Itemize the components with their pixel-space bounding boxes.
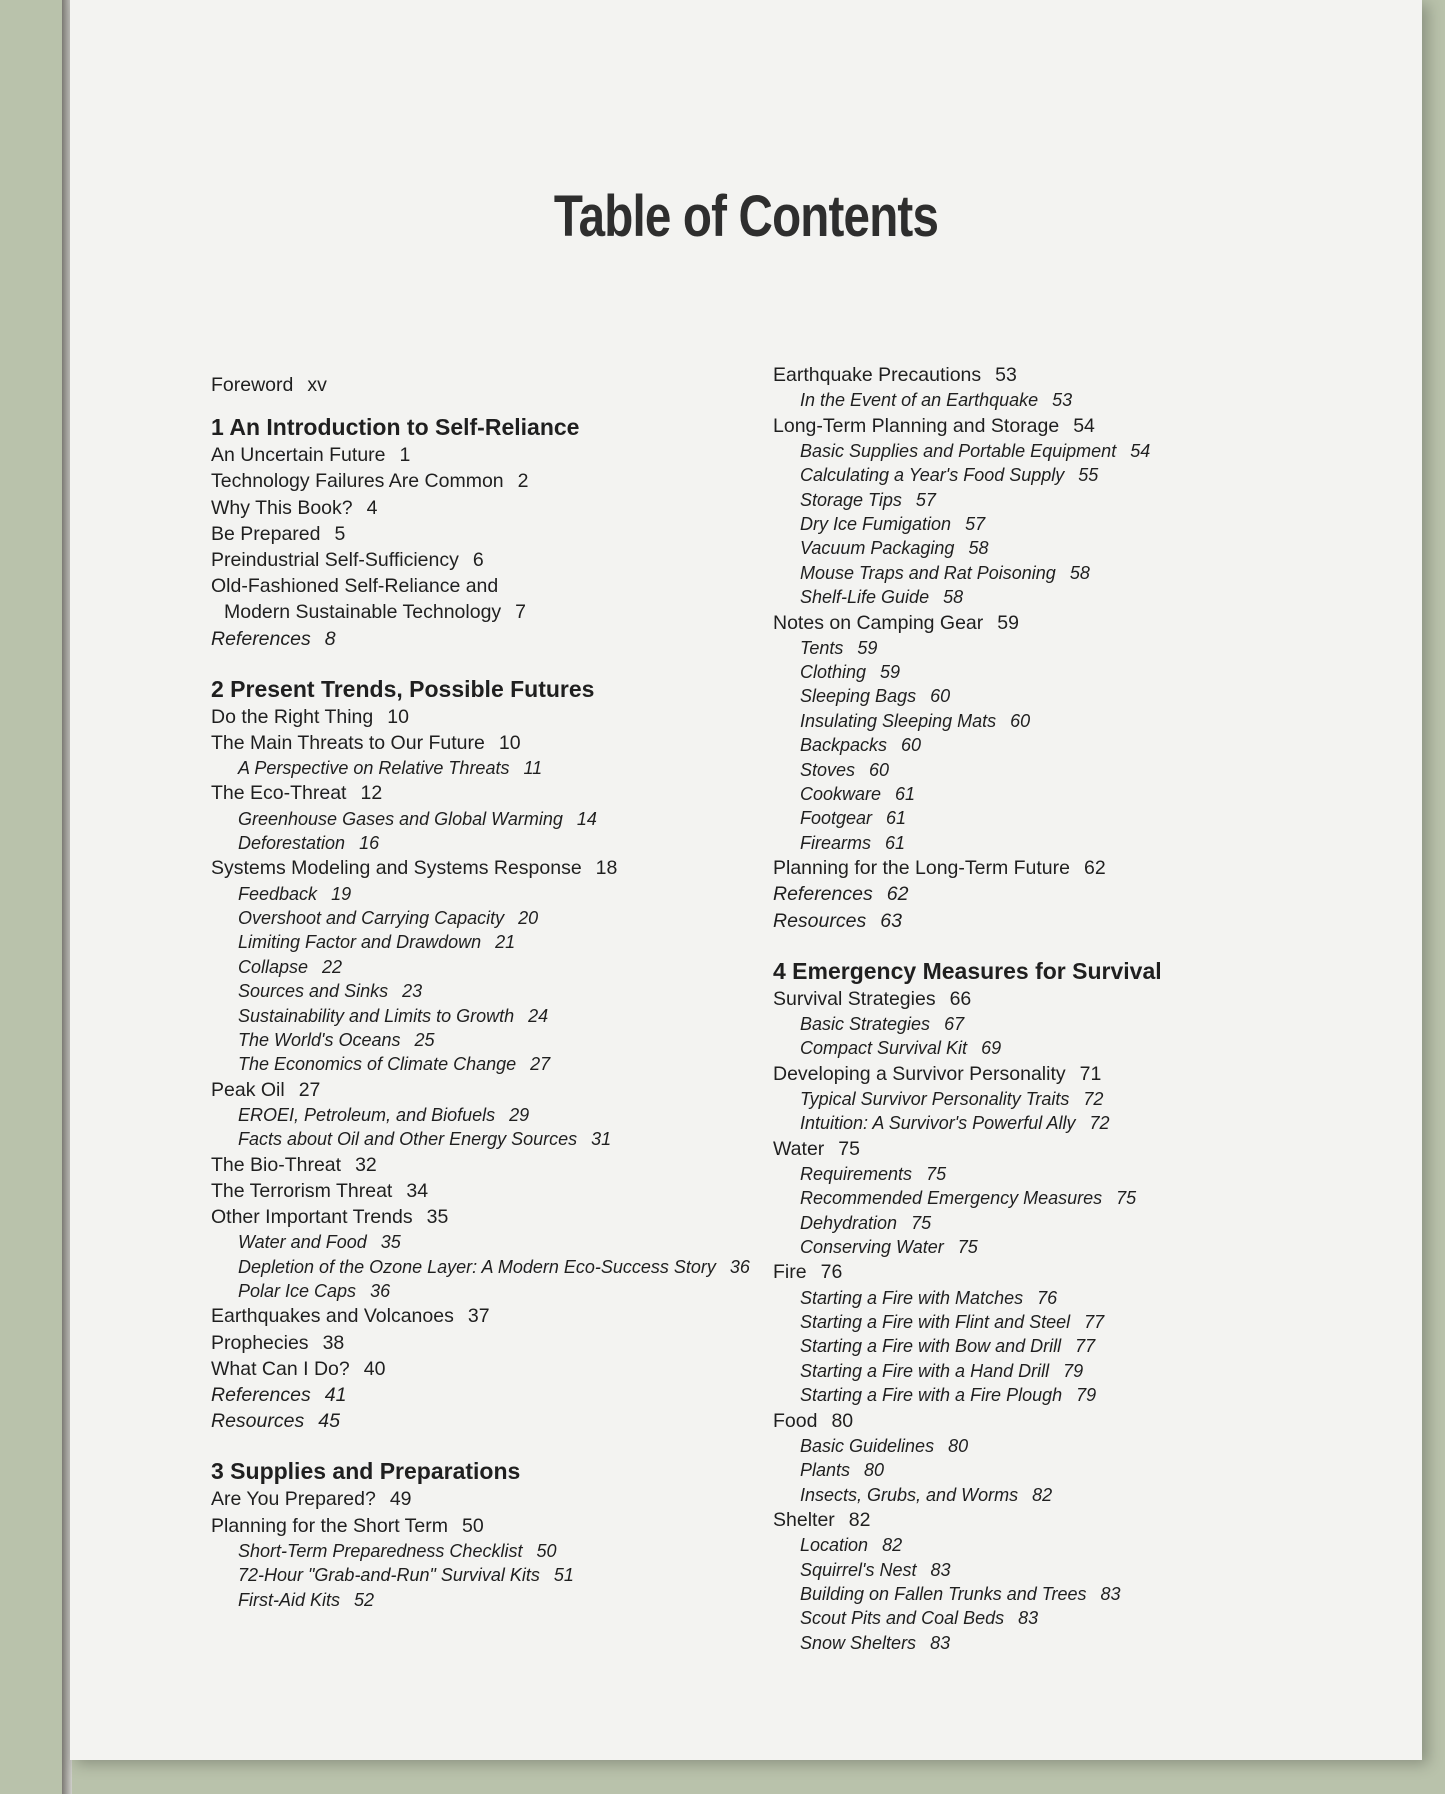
toc-page-number: 75: [838, 1137, 860, 1160]
toc-subentry: [773, 1533, 1373, 1557]
toc-entry-label: Planning for the Short Term: [211, 1514, 449, 1537]
toc-subentry: [773, 1334, 1373, 1358]
toc-entry-label: Modern Sustainable Technology: [224, 601, 502, 624]
toc-entry-label: Intuition: A Survivor's Powerful Ally: [800, 1113, 1076, 1134]
toc-page-number: 12: [360, 782, 383, 805]
toc-subentry: [773, 1036, 1373, 1060]
toc-page-number: 50: [462, 1514, 484, 1537]
toc-page-number: 57: [915, 489, 936, 510]
toc-page-number: 50: [536, 1540, 557, 1561]
toc-entry: [773, 1408, 1373, 1434]
toc-page-number: 36: [370, 1281, 391, 1302]
toc-page-number: 72: [1089, 1113, 1110, 1134]
toc-page-number: 66: [949, 987, 972, 1010]
toc-entry: [211, 1356, 811, 1382]
toc-page-number: 59: [857, 637, 878, 658]
toc-entry-label: Planning for the Long-Term Future: [773, 857, 1070, 880]
toc-entry: [211, 599, 811, 625]
toc-entry-label: A Perspective on Relative Threats: [238, 758, 510, 779]
toc-page-number: 25: [414, 1029, 435, 1050]
toc-page-number: 16: [359, 833, 380, 854]
toc-entry-label: Conserving Water: [800, 1237, 944, 1258]
toc-page-number: 77: [1075, 1336, 1096, 1357]
toc-page-number: 29: [509, 1104, 530, 1125]
toc-entry-label: Requirements: [800, 1163, 913, 1184]
toc-entry-label: Backpacks: [800, 735, 888, 756]
toc-subentry: [211, 930, 811, 954]
toc-entry: [211, 1486, 811, 1512]
toc-entry-label: Calculating a Year's Food Supply: [800, 465, 1065, 486]
toc-entry: [773, 986, 1373, 1012]
toc-page-number: 6: [472, 548, 484, 571]
toc-page-number: 83: [930, 1559, 951, 1580]
toc-page-number: 59: [880, 662, 901, 683]
toc-entry: [211, 855, 811, 881]
toc-entry-label: The Bio-Threat: [211, 1153, 342, 1176]
toc-page-number: 61: [886, 808, 907, 829]
toc-entry-label: Basic Strategies: [800, 1013, 931, 1034]
toc-entry-label: The Main Threats to Our Future: [211, 731, 485, 754]
toc-left-column: [211, 372, 811, 1612]
toc-entry-label: Earthquake Precautions: [773, 364, 982, 386]
toc-entry-label: An Uncertain Future: [211, 444, 386, 467]
toc-subentry: [773, 660, 1373, 684]
toc-entry: [211, 547, 811, 573]
toc-entry-label: Sustainability and Limits to Growth: [238, 1005, 515, 1026]
toc-entry: [211, 730, 811, 756]
toc-page-number: 20: [518, 908, 539, 928]
toc-entry-label: Facts about Oil and Other Energy Sources: [238, 1129, 578, 1150]
toc-page-number: 82: [882, 1535, 903, 1556]
toc-page-number: 21: [495, 932, 516, 953]
toc-subentry: [211, 882, 811, 906]
toc-subentry: [773, 831, 1373, 855]
toc-entry-label: Squirrel's Nest: [800, 1559, 917, 1580]
toc-subentry: [773, 684, 1373, 708]
toc-subentry: [773, 1631, 1373, 1655]
toc-entry: [773, 1061, 1373, 1087]
toc-entry-label: Shelter: [773, 1508, 835, 1531]
toc-entry-label: Insects, Grubs, and Worms: [800, 1484, 1019, 1505]
toc-page-number: 55: [1078, 465, 1099, 486]
toc-entry-label: First-Aid Kits: [238, 1589, 341, 1610]
toc-subentry: [773, 536, 1373, 560]
toc-entry-label: Starting a Fire with Matches: [800, 1287, 1024, 1308]
toc-page-number: 72: [1083, 1088, 1104, 1109]
toc-page-number: 75: [926, 1163, 947, 1184]
toc-entry-label: Storage Tips: [800, 489, 902, 510]
toc-page-number: 18: [595, 857, 618, 880]
toc-page-number: 10: [387, 705, 409, 728]
toc-subentry: [773, 1359, 1373, 1383]
toc-entry-label: Why This Book?: [211, 496, 353, 519]
toc-page-number: 58: [943, 587, 964, 608]
toc-page-number: 4: [366, 496, 378, 519]
toc-entry-label: Tents: [800, 637, 844, 658]
toc-entry: [211, 1152, 811, 1178]
toc-entry-label: Limiting Factor and Drawdown: [238, 932, 482, 953]
toc-page-number: 36: [729, 1256, 750, 1277]
toc-subentry: [211, 1539, 811, 1563]
toc-page-number: 53: [995, 364, 1017, 386]
toc-page-number: 8: [324, 627, 336, 650]
toc-subentry: [211, 1255, 811, 1279]
toc-entry-label: Feedback: [238, 883, 318, 904]
toc-entry: [773, 1136, 1373, 1162]
toc-page-number: 59: [997, 611, 1019, 634]
toc-entry-label: Deforestation: [238, 833, 346, 854]
toc-entry-label: Fire: [773, 1261, 807, 1284]
toc-entry: [211, 1408, 811, 1434]
toc-entry-label: Scout Pits and Coal Beds: [800, 1608, 1005, 1629]
toc-entry: [211, 1382, 811, 1408]
toc-subentry: [773, 463, 1373, 487]
toc-entry: [773, 413, 1373, 439]
toc-page-number: 71: [1079, 1062, 1102, 1085]
toc-subentry: [211, 1103, 811, 1127]
toc-entry-label: Stoves: [800, 759, 856, 780]
toc-entry-label: Preindustrial Self-Sufficiency: [211, 548, 459, 571]
chapter-heading: 3 Supplies and Preparations: [211, 1458, 521, 1485]
toc-page-number: 23: [402, 981, 423, 1002]
toc-subentry: [773, 488, 1373, 512]
toc-subentry: [773, 1012, 1373, 1036]
toc-subentry: [211, 1004, 811, 1028]
book-page: [70, 0, 1422, 1760]
toc-subentry: [773, 1211, 1373, 1235]
toc-subentry: [773, 733, 1373, 757]
toc-page-number: 37: [467, 1305, 490, 1328]
toc-entry: [773, 362, 1373, 388]
chapter-heading: 2 Present Trends, Possible Futures: [211, 675, 595, 702]
toc-page-number: 38: [322, 1331, 345, 1354]
toc-entry-label: Starting a Fire with Flint and Steel: [800, 1312, 1071, 1333]
toc-entry-label: Collapse: [238, 956, 309, 977]
toc-entry: [773, 1507, 1373, 1533]
toc-subentry: [773, 636, 1373, 660]
toc-subentry: [773, 1383, 1373, 1407]
chapter-heading: 4 Emergency Measures for Survival: [773, 957, 1162, 984]
toc-subentry: [211, 955, 811, 979]
toc-entry-label: The Economics of Climate Change: [238, 1054, 517, 1075]
toc-entry-label: References: [211, 1384, 311, 1406]
toc-entry-label: Firearms: [800, 832, 871, 853]
toc-entry-label: Clothing: [800, 662, 867, 683]
toc-subentry: [773, 439, 1373, 463]
toc-entry-label: The Terrorism Threat: [211, 1179, 393, 1202]
toc-entry-label: Prophecies: [211, 1331, 309, 1354]
toc-entry-label: Earthquakes and Volcanoes: [211, 1305, 454, 1328]
toc-entry: [773, 610, 1373, 636]
toc-entry-label: Do the Right Thing: [211, 705, 374, 728]
toc-entry-label: Plants: [800, 1460, 851, 1481]
toc-page-number: 49: [389, 1488, 412, 1511]
toc-page-number: 77: [1084, 1312, 1105, 1333]
toc-entry-label: Developing a Survivor Personality: [773, 1062, 1066, 1085]
toc-entry-label: References: [211, 627, 311, 650]
toc-entry-label: Peak Oil: [211, 1078, 285, 1101]
toc-page-number: 45: [318, 1410, 340, 1433]
toc-entry-label: EROEI, Petroleum, and Biofuels: [238, 1104, 496, 1125]
toc-entry: [211, 1303, 811, 1329]
toc-entry: [211, 1077, 811, 1103]
toc-entry: [211, 1513, 811, 1539]
toc-page-number: 83: [930, 1632, 951, 1653]
toc-subentry: [211, 831, 811, 855]
toc-subentry: [773, 782, 1373, 806]
toc-subentry: [211, 1127, 811, 1151]
toc-subentry: [773, 1111, 1373, 1135]
toc-entry-label: Dry Ice Fumigation: [800, 513, 952, 534]
toc-entry: [211, 442, 811, 468]
toc-entry-label: Be Prepared: [211, 522, 321, 545]
toc-entry-label: What Can I Do?: [211, 1357, 350, 1380]
toc-page-number: 79: [1063, 1360, 1084, 1381]
toc-page-number: 60: [1010, 710, 1031, 731]
toc-page-number: 58: [1069, 562, 1090, 583]
toc-entry-label: 72-Hour "Grab-and-Run" Survival Kits: [238, 1565, 540, 1586]
toc-page-number: 60: [930, 686, 951, 707]
toc-entry-label: Insulating Sleeping Mats: [800, 710, 997, 731]
toc-entry-label: Notes on Camping Gear: [773, 611, 984, 634]
toc-entry-label: Footgear: [800, 808, 873, 829]
toc-subentry: [211, 807, 811, 831]
toc-entry-label: Vacuum Packaging: [800, 538, 955, 559]
toc-page-number: 35: [426, 1206, 449, 1229]
toc-entry-label: Greenhouse Gases and Global Warming: [238, 808, 563, 829]
toc-page-number: 82: [848, 1508, 871, 1531]
toc-entry: [211, 468, 811, 494]
toc-subentry: [773, 585, 1373, 609]
toc-entry-label: Short-Term Preparedness Checklist: [238, 1540, 523, 1561]
toc-entry-label: Compact Survival Kit: [800, 1038, 968, 1059]
toc-page-number: 19: [331, 883, 352, 904]
toc-subentry: [211, 1588, 811, 1612]
toc-entry-label: Depletion of the Ozone Layer: A Modern Eco-Success Story: [238, 1256, 716, 1277]
toc-subentry: [211, 979, 811, 1003]
toc-page-number: 52: [354, 1589, 375, 1610]
toc-page-number: 41: [324, 1384, 347, 1406]
toc-entry: [773, 908, 1373, 934]
toc-page-number: 1: [399, 444, 411, 467]
toc-entry-label: Resources: [211, 1410, 305, 1433]
toc-foreword: [211, 372, 811, 398]
toc-entry: [211, 1204, 811, 1230]
toc-page-number: 14: [576, 808, 597, 829]
toc-entry-label: Basic Guidelines: [800, 1435, 935, 1456]
toc-entry-label: Basic Supplies and Portable Equipment: [800, 440, 1117, 461]
toc-page-number: 58: [968, 538, 989, 559]
toc-page-number: 7: [515, 601, 527, 624]
toc-page-number: 82: [1032, 1484, 1053, 1505]
toc-page-number: 80: [831, 1409, 854, 1432]
toc-entry: [773, 855, 1373, 881]
toc-page-number: 62: [1084, 857, 1106, 880]
toc-page-number: 35: [380, 1232, 401, 1253]
toc-page-number: 76: [1037, 1287, 1058, 1308]
toc-page-number: 22: [322, 956, 343, 977]
toc-page-number: 79: [1076, 1385, 1097, 1406]
toc-entry-label: Starting a Fire with Bow and Drill: [800, 1336, 1062, 1357]
toc-page-number: 5: [334, 522, 346, 545]
toc-subentry: [211, 1563, 811, 1587]
toc-page-number: 83: [1100, 1583, 1121, 1604]
toc-subentry: [773, 709, 1373, 733]
page-title: Table of Contents: [553, 184, 939, 249]
toc-entry: [211, 626, 811, 652]
toc-entry-label: Other Important Trends: [211, 1206, 413, 1229]
toc-subentry: [773, 1186, 1373, 1210]
toc-page-number: 27: [530, 1054, 551, 1075]
toc-page-number: 61: [895, 784, 916, 805]
toc-page-number: 54: [1130, 440, 1151, 461]
toc-entry-label: Old-Fashioned Self-Reliance and: [211, 575, 499, 598]
toc-subentry: [211, 1052, 811, 1076]
toc-page-number: 31: [591, 1129, 612, 1150]
toc-subentry: [773, 1310, 1373, 1334]
toc-subentry: [773, 1434, 1373, 1458]
toc-subentry: [773, 1582, 1373, 1606]
toc-page-number: 63: [880, 909, 902, 932]
toc-entry-label: Technology Failures Are Common: [211, 470, 504, 493]
toc-page-number: 80: [864, 1460, 885, 1481]
toc-subentry: [211, 1279, 811, 1303]
toc-subentry: [211, 906, 811, 930]
toc-entry: [211, 780, 811, 806]
toc-entry-label: Starting a Fire with a Fire Plough: [800, 1385, 1063, 1406]
toc-entry: [211, 1178, 811, 1204]
toc-page-number: 76: [820, 1261, 843, 1284]
toc-entry: [211, 521, 811, 547]
toc-entry-label: Systems Modeling and Systems Response: [211, 857, 582, 880]
toc-entry: [773, 1259, 1373, 1285]
toc-entry-label: Dehydration: [800, 1212, 898, 1233]
toc-entry-label: Survival Strategies: [773, 987, 936, 1010]
toc-subentry: [773, 1458, 1373, 1482]
toc-entry-label: References: [773, 883, 873, 906]
toc-entry: [773, 881, 1373, 907]
toc-entry: [211, 495, 811, 521]
toc-entry-label: Long-Term Planning and Storage: [773, 414, 1060, 437]
toc-subentry: [773, 1087, 1373, 1111]
toc-page-number: 67: [944, 1013, 965, 1034]
toc-subentry: [773, 1235, 1373, 1259]
toc-subentry: [773, 806, 1373, 830]
toc-right-column: [773, 362, 1373, 1655]
toc-subentry: [773, 1558, 1373, 1582]
toc-entry-label: Are You Prepared?: [211, 1488, 376, 1511]
toc-entry-label: Location: [800, 1535, 869, 1556]
toc-entry-label: Sources and Sinks: [238, 981, 389, 1002]
toc-entry-label: Foreword: [211, 374, 294, 396]
toc-entry: [211, 1330, 811, 1356]
toc-page-number: 57: [965, 513, 986, 534]
toc-page-number: 11: [523, 758, 543, 779]
toc-subentry: [773, 1162, 1373, 1186]
toc-entry-label: Mouse Traps and Rat Poisoning: [800, 562, 1056, 583]
toc-entry-label: Resources: [773, 909, 867, 932]
toc-subentry: [773, 758, 1373, 782]
toc-entry-label: Typical Survivor Personality Traits: [800, 1088, 1070, 1109]
toc-page-number: 60: [901, 735, 922, 756]
toc-page-number: 61: [885, 832, 906, 853]
toc-page-number: 51: [553, 1565, 574, 1586]
toc-page-number: 32: [355, 1153, 377, 1176]
toc-page-number: 2: [517, 470, 529, 493]
toc-subentry: [773, 561, 1373, 585]
toc-entry-label: Cookware: [800, 784, 882, 805]
toc-entry-label: Food: [773, 1409, 818, 1432]
toc-entry: [211, 573, 811, 599]
toc-page-number: 75: [1116, 1188, 1137, 1209]
chapter-heading: 1 An Introduction to Self-Reliance: [211, 414, 580, 441]
toc-page-number: 27: [298, 1078, 321, 1101]
toc-subentry: [211, 1028, 811, 1052]
toc-entry-label: Shelf-Life Guide: [800, 587, 930, 608]
toc-page-number: 62: [886, 883, 909, 906]
toc-subentry: [211, 756, 811, 780]
toc-entry-label: The World's Oceans: [238, 1029, 401, 1050]
toc-page-number: 80: [948, 1435, 969, 1456]
toc-page-number: 34: [406, 1179, 429, 1202]
toc-subentry: [773, 1483, 1373, 1507]
toc-page-number: 75: [957, 1237, 978, 1258]
toc-subentry: [211, 1230, 811, 1254]
toc-entry-label: Polar Ice Caps: [238, 1281, 357, 1302]
toc-entry-label: Overshoot and Carrying Capacity: [238, 908, 505, 928]
toc-page-number: 69: [981, 1038, 1002, 1059]
toc-page-number: 53: [1052, 390, 1073, 411]
toc-page-number: xv: [307, 374, 327, 396]
toc-page-number: 40: [363, 1357, 386, 1380]
toc-subentry: [773, 1606, 1373, 1630]
toc-entry-label: The Eco-Threat: [211, 782, 347, 805]
toc-entry-label: Water and Food: [238, 1232, 367, 1253]
toc-page-number: 60: [869, 759, 890, 780]
toc-page-number: 10: [498, 731, 521, 754]
toc-entry-label: Water: [773, 1137, 825, 1160]
toc-page-number: 83: [1018, 1608, 1039, 1629]
toc-entry-label: Snow Shelters: [800, 1632, 917, 1653]
toc-page-number: 24: [528, 1005, 549, 1026]
toc-page-number: 54: [1073, 414, 1095, 437]
toc-subentry: [773, 1286, 1373, 1310]
toc-subentry: [773, 388, 1373, 412]
toc-entry-label: In the Event of an Earthquake: [800, 390, 1039, 411]
toc-entry-label: Building on Fallen Trunks and Trees: [800, 1583, 1087, 1604]
toc-entry-label: Sleeping Bags: [800, 686, 917, 707]
toc-subentry: [773, 512, 1373, 536]
toc-entry-label: Starting a Fire with a Hand Drill: [800, 1360, 1050, 1381]
toc-entry: [211, 704, 811, 730]
toc-entry-label: Recommended Emergency Measures: [800, 1188, 1103, 1209]
toc-page-number: 75: [911, 1212, 932, 1233]
